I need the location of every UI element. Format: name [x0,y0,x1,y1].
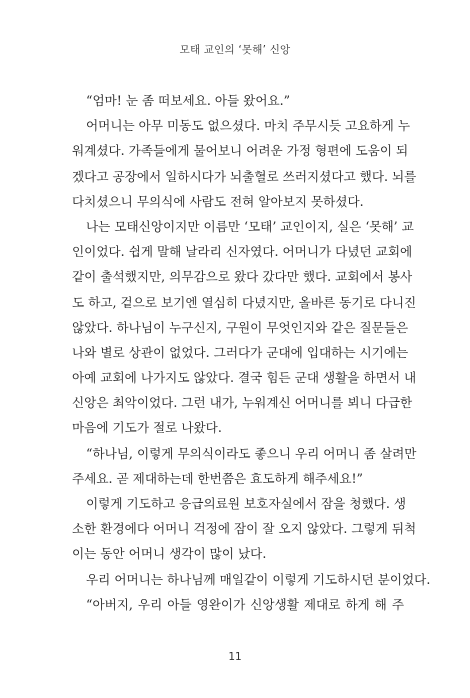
text-line: 도 하고, 겉으로 보기엔 열심히 다녔지만, 올바른 동기로 다니진 [72,294,417,310]
text-line: 주세요. 곧 제대하는데 한번쯤은 효도하게 해주세요!” [72,470,363,486]
text-line: 우리 어머니는 하나님께 매일같이 이렇게 기도하시던 분이었다. [86,571,431,587]
body-text [72,88,431,617]
text-line: 이는 동안 어머니 생각이 많이 났다. [72,546,267,562]
text-line: 인이었다. 쉽게 말해 날라리 신자였다. 어머니가 다녔던 교회에 [72,244,413,260]
text-line: 소한 환경에다 어머니 걱정에 잠이 잘 오지 않았다. 그렇게 뒤척 [72,521,417,537]
text-line: “하나님, 이렇게 무의식이라도 좋으니 우리 어머니 좀 살려만 [86,445,417,461]
text-line: 이렇게 기도하고 응급의료원 보호자실에서 잠을 청했다. 생 [86,496,406,511]
text-line: 신앙은 최악이었다. 그런 내가, 누워계신 어머니를 뵈니 다급한 [72,395,413,411]
page-number: 11 [228,651,242,663]
text-line: 같이 출석했지만, 의무감으로 왔다 갔다만 했다. 교회에서 봉사 [72,269,413,285]
text-line: “아버지, 우리 아들 영완이가 신앙생활 제대로 하게 해 주 [86,596,404,612]
text-line: 않았다. 하나님이 누구신지, 구원이 무엇인지와 같은 질문들은 [72,319,409,335]
text-line: 나와 별로 상관이 없었다. 그러다가 군대에 입대하는 시기에는 [72,344,409,360]
text-line: 워계셨다. 가족들에게 물어보니 어려운 가정 형편에 도움이 되 [72,143,409,159]
text-line: “엄마! 눈 좀 떠보세요. 아들 왔어요.” [86,93,291,108]
text-line: 아예 교회에 나가지도 않았다. 결국 힘든 군대 생활을 하면서 내 [72,370,417,386]
running-header: 모태 교인의 ‘못해’ 신앙 [179,44,291,56]
text-line: 겠다고 공장에서 일하시다가 뇌출혈로 쓰러지셨다고 했다. 뇌를 [72,168,417,184]
text-line: 마음에 기도가 절로 나왔다. [72,420,222,436]
text-line: 나는 모태신앙이지만 이름만 ‘모태’ 교인이지, 실은 ‘못해’ 교 [86,218,414,234]
text-line: 다치셨으니 무의식에 사람도 전혀 알아보지 못하셨다. [72,193,364,209]
text-line: 어머니는 아무 미동도 없으셨다. 마치 주무시듯 고요하게 누 [86,118,410,134]
